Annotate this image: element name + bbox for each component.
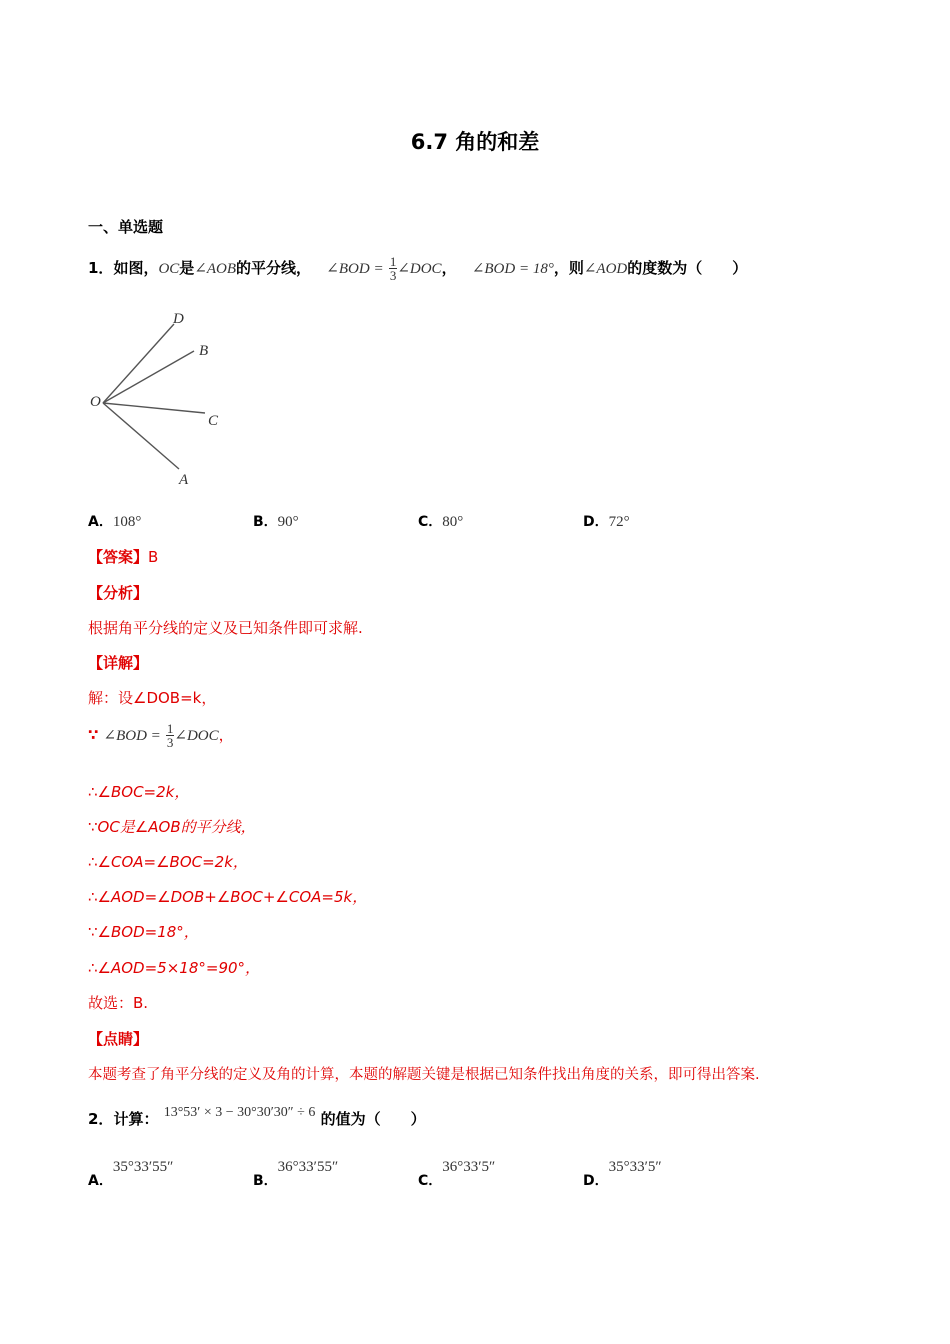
detail-line-3: ∴∠BOC=2k， bbox=[88, 783, 190, 801]
ray-od bbox=[103, 324, 174, 403]
q2-option-b: B．36°33′55″ bbox=[253, 1159, 339, 1189]
answer-value: B bbox=[148, 548, 159, 566]
question-text: 的值为（ ） bbox=[320, 1110, 426, 1128]
page-title: 6.7 角的和差 bbox=[410, 130, 540, 154]
detail-line-7: ∵∠BOD=18°， bbox=[88, 923, 199, 941]
ray-oc bbox=[103, 403, 205, 413]
label-o: O bbox=[90, 394, 101, 410]
q2-option-d: D．35°33′5″ bbox=[583, 1159, 662, 1189]
detail-line-6: ∴∠AOD=∠DOB+∠BOC+∠COA=5k， bbox=[88, 888, 368, 906]
label-d: D bbox=[173, 311, 184, 327]
fraction-one-third: $\frac{1}{3}$ bbox=[389, 254, 397, 283]
analysis-text: 根据角平分线的定义及已知条件即可求解. bbox=[88, 619, 363, 637]
detail-line-5: ∴∠COA=∠BOC=2k， bbox=[88, 853, 248, 871]
option-c: C．80° bbox=[418, 514, 464, 530]
q2-option-c: C．36°33′5″ bbox=[418, 1159, 496, 1189]
comment-tag: 【点睛】 bbox=[88, 1030, 149, 1048]
option-a: A．108° bbox=[88, 514, 142, 530]
ray-ob bbox=[103, 351, 194, 403]
math-doc: ∠DOC bbox=[397, 261, 442, 277]
q2-option-a: A．35°33′55″ bbox=[88, 1159, 174, 1189]
question-text: ， bbox=[441, 259, 457, 277]
option-d: D．72° bbox=[583, 514, 630, 530]
detail-line-4: ∵OC是∠AOB的平分线， bbox=[88, 818, 256, 836]
math-aod: ∠AOD bbox=[583, 261, 628, 277]
detail-line-9: 故选：B. bbox=[88, 994, 149, 1012]
question-1 bbox=[88, 255, 747, 282]
label-a: A bbox=[179, 472, 189, 488]
question-text: 的度数为（ ） bbox=[627, 259, 748, 277]
option-b: B．90° bbox=[253, 514, 299, 530]
question-text: ，则 bbox=[553, 259, 584, 277]
ray-oa bbox=[103, 403, 179, 469]
question-text: 的平分线， bbox=[236, 259, 312, 277]
math-bod-18: ∠BOD = 18° bbox=[471, 261, 554, 277]
question-2 bbox=[88, 1105, 426, 1129]
math-bod-eq: ∠BOD = bbox=[326, 261, 384, 277]
detail-line-2: ∵ ∠BOD = $\frac{1}{3}$ ∠DOC， bbox=[88, 721, 234, 750]
answer-line bbox=[88, 546, 158, 567]
answer-tag: 【答案】 bbox=[88, 548, 149, 566]
detail-line-1: 解：设∠DOB=k， bbox=[88, 689, 217, 707]
question-text: 是 bbox=[179, 259, 195, 277]
math-oc: OC bbox=[158, 261, 180, 277]
label-c: C bbox=[208, 413, 219, 429]
label-b: B bbox=[199, 343, 209, 359]
question-text: 如图， bbox=[113, 259, 159, 277]
analysis-tag: 【分析】 bbox=[88, 584, 149, 602]
question-number: 2． bbox=[88, 1110, 114, 1128]
detail-line-8: ∴∠AOD=5×18°=90°， bbox=[88, 959, 261, 977]
detail-tag: 【详解】 bbox=[88, 654, 149, 672]
question-number: 1． bbox=[88, 259, 114, 277]
comment-text: 本题考查了角平分线的定义及角的计算，本题的解题关键是根据已知条件找出角度的关系，即可得出答案. bbox=[88, 1067, 760, 1083]
question-text: 计算： bbox=[113, 1110, 159, 1128]
section-heading: 一、单选题 bbox=[88, 218, 164, 236]
math-aob: ∠AOB bbox=[194, 261, 237, 277]
angle-figure bbox=[85, 304, 235, 494]
math-expression: 13°53′ × 3 − 30°30′30″ ÷ 6 bbox=[163, 1105, 316, 1120]
